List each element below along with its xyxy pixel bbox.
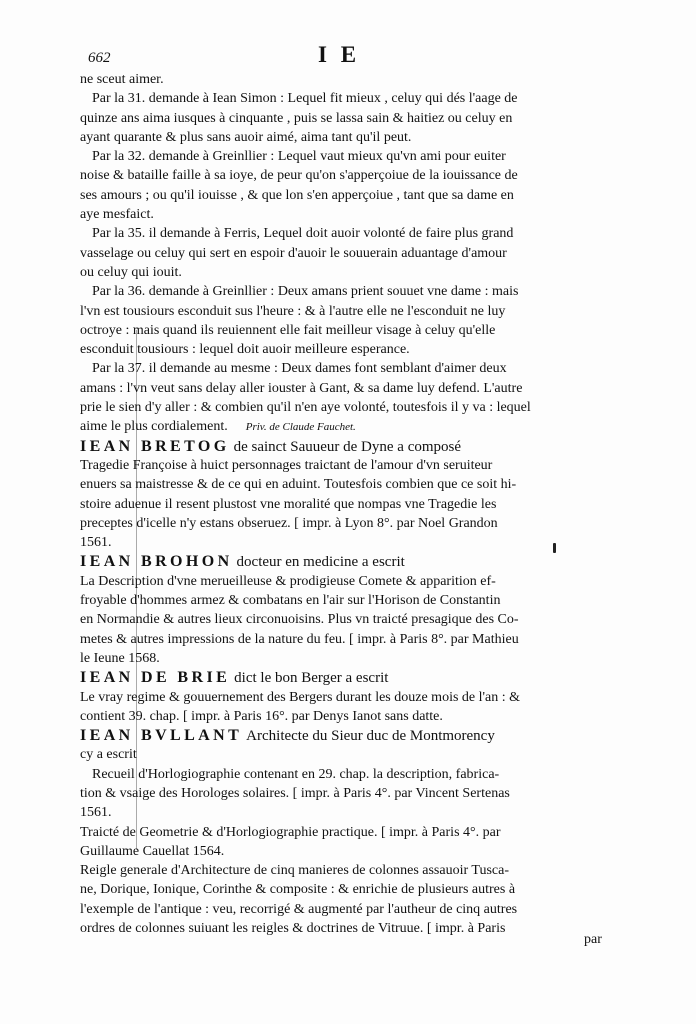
author-headword: IEAN BRETOG <box>80 437 230 455</box>
text-line: 1561. <box>80 805 112 821</box>
page-number: 662 <box>88 50 111 66</box>
text-line: cy a escrit <box>80 747 137 763</box>
text-line: Par la 31. demande à Iean Simon : Lequel fit mieux , celuy qui dés l'aage de <box>92 91 518 107</box>
text-line: ne, Dorique, Ionique, Corinthe & composite : & enrichie de plusieurs autres à <box>80 882 516 898</box>
text-line: Tragedie Françoise à huict personnages traictant de l'amour d'vn seruiteur <box>80 457 493 473</box>
line-text: aime le plus cordialement. <box>80 419 228 435</box>
text-line <box>80 417 608 436</box>
text-line: Par la 37. il demande au mesme : Deux dames font semblant d'aimer deux <box>92 361 507 377</box>
text-line: ou celuy qui iouit. <box>80 264 182 280</box>
heading-text: Architecte du Sieur duc de Montmorency <box>246 728 495 745</box>
heading-text: de sainct Sauueur de Dyne a composé <box>233 438 462 455</box>
privilege-signature: Priv. de Claude Fauchet. <box>245 421 356 434</box>
entry-heading-line <box>80 668 608 687</box>
text-line: tion & vsaige des Horologes solaires. [ impr. à Paris 4°. par Vincent Sertenas <box>80 785 510 801</box>
text-line: 1561. <box>80 535 112 551</box>
text-line: froyable d'hommes armez & combatans en l'air sur l'Horison de Constantin <box>80 593 501 609</box>
author-headword: IEAN DE BRIE <box>80 669 231 687</box>
catchword: par <box>584 932 602 947</box>
text-line: Par la 32. demande à Greinllier : Lequel vaut mieux qu'vn ami pour euiter <box>92 149 506 165</box>
text-line: La Description d'vne merueilleuse & prodigieuse Comete & apparition ef- <box>80 573 496 589</box>
text-line: l'exemple de l'antique : veu, recorrigé & augmenté par l'autheur de cinq autres <box>80 901 518 917</box>
text-line: prie le sien d'y aller : & combien qu'il n'en aye volonté, toutesfois il y va : lequel <box>80 400 531 416</box>
text-line: noise & bataille faille à sa ioye, de peur qu'on s'apperçoiue de la iouissance de <box>80 168 518 184</box>
entry-heading-line <box>80 552 608 571</box>
text-line: ayant quarante & plus sans auoir aimé, aima tant qu'il peut. <box>80 129 412 145</box>
text-block <box>80 70 608 938</box>
text-line: octroye : mais quand ils reuiennent elle fait meilleur visage à celuy qu'elle <box>80 322 496 338</box>
running-head: I E <box>318 42 361 67</box>
text-line: ordres de colonnes suiuant les reigles & doctrines de Vitruue. [ impr. à Paris <box>80 921 506 937</box>
text-line: le Ieune 1568. <box>80 650 160 666</box>
text-line: ne sceut aimer. <box>80 72 164 87</box>
text-line: metes & autres impressions de la nature du feu. [ impr. à Paris 8°. par Mathieu <box>80 631 519 647</box>
heading-text: dict le bon Berger a escrit <box>234 670 389 687</box>
heading-text: docteur en medicine a escrit <box>236 554 405 571</box>
text-line: en Normandie & autres lieux circonuoisins. Plus vn traicté presagique des Co- <box>80 612 519 628</box>
text-line: Le vray regime & gouuernement des Bergers durant les douze mois de l'an : & <box>80 689 521 705</box>
ink-speck <box>553 543 556 553</box>
text-line: Par la 36. demande à Greinllier : Deux amans prient souuet vne dame : mais <box>92 284 519 300</box>
text-line: ses amours ; ou qu'il iouisse , & que lon s'en apperçoiue , tant que sa dame en <box>80 187 514 203</box>
text-line: quinze ans aima iusques à cinquante , puis se lassa sain & haitiez ou celuy en <box>80 110 513 126</box>
text-line: Traicté de Geometrie & d'Horlogiographie practique. [ impr. à Paris 4°. par <box>80 824 501 840</box>
text-line: Par la 35. il demande à Ferris, Lequel doit auoir volonté de faire plus grand <box>92 226 514 242</box>
text-line: l'vn est tousiours esconduit sus l'heure : & à l'autre elle ne l'esconduit ne luy <box>80 303 506 319</box>
text-line: Recueil d'Horlogiographie contenant en 29. chap. la description, fabrica- <box>92 766 500 782</box>
author-headword: IEAN BROHON <box>80 553 233 571</box>
text-line: stoire aduenue il resent plustost vne moralité que nompas vne Tragedie les <box>80 496 497 512</box>
text-line: vasselage ou celuy qui sert en espoir d'auoir le souuerain aduantage d'amour <box>80 245 507 261</box>
text-line: Guillaume Cauellat 1564. <box>80 843 225 859</box>
entry-heading-line <box>80 726 608 745</box>
author-headword: IEAN BVLLANT <box>80 727 243 745</box>
text-line: Reigle generale d'Architecture de cinq manieres de colonnes assauoir Tusca- <box>80 863 509 879</box>
entry-heading-line <box>80 437 608 456</box>
text-line: enuers sa maistresse & de ce qui en aduint. Toutesfois combien que ce soit hi- <box>80 477 517 493</box>
text-line: esconduit tousiours : lequel doit auoir meilleure esperance. <box>80 342 410 358</box>
text-line: preceptes d'icelle n'y estans obseruez. [ impr. à Lyon 8°. par Noel Grandon <box>80 515 498 531</box>
text-line: aye mesfaict. <box>80 207 154 223</box>
text-line: amans : l'vn veut sans delay aller iouster à Gant, & sa dame luy defend. L'autre <box>80 380 523 396</box>
text-line: contient 39. chap. [ impr. à Paris 16°. par Denys Ianot sans datte. <box>80 708 443 724</box>
